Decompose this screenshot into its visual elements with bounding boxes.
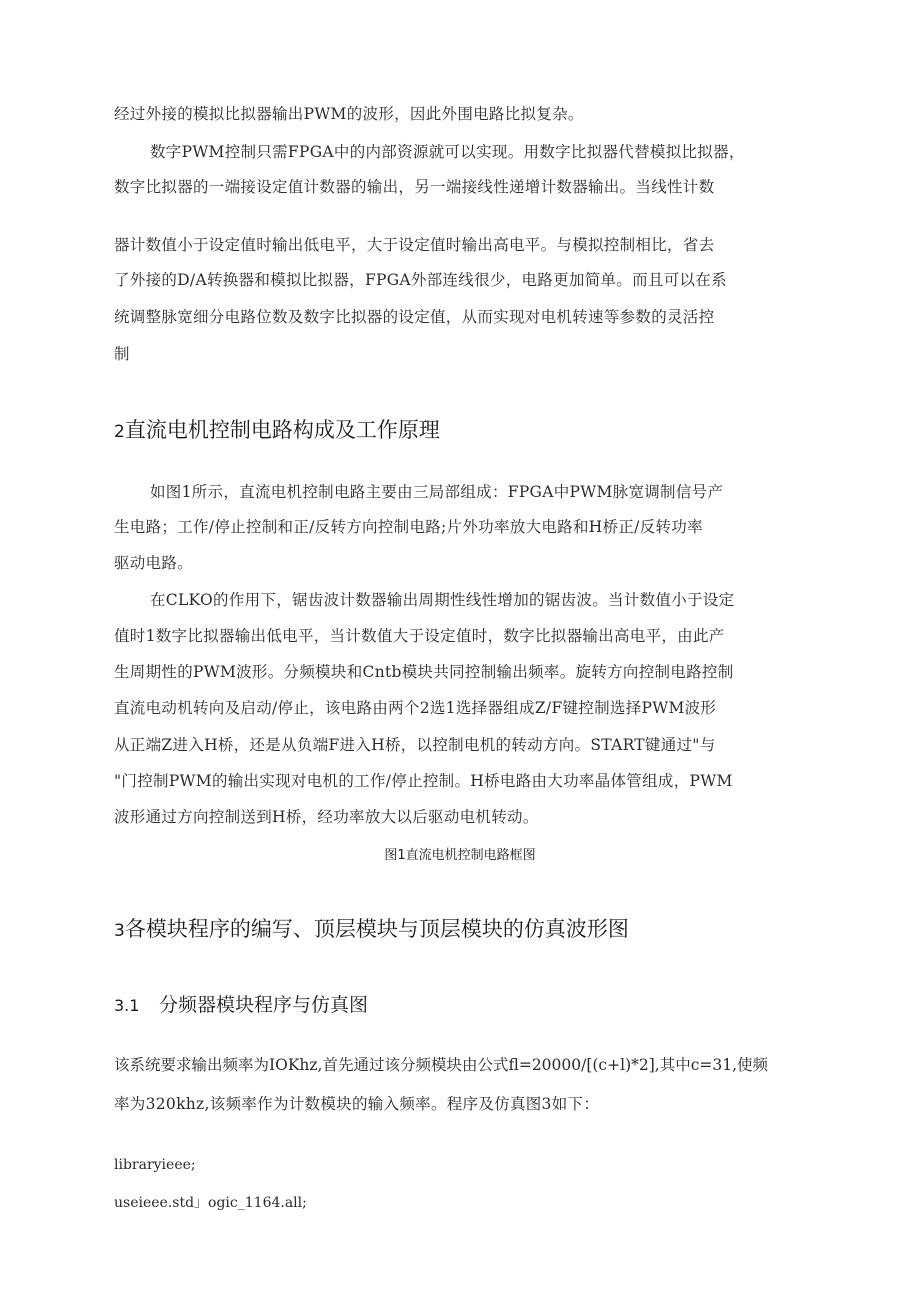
figure-caption: 图1直流电机控制电路框图 (384, 848, 536, 863)
paragraph-line: 数字比拟器的一端接设定值计数器的输出，另一端接线性递增计数器输出。当线性计数 (114, 178, 715, 196)
paragraph-line: 驱动电路。 (114, 554, 194, 572)
section-heading-3 (114, 915, 629, 945)
code-line: useieee.std」ogic_1164.all; (114, 1195, 307, 1211)
paragraph-line: 率为320khz,该频率作为计数模块的输入频率。程序及仿真图3如下： (114, 1095, 600, 1113)
section-title: 各模块程序的编写、顶层模块与顶层模块的仿真波形图 (124, 917, 629, 941)
paragraph-line: 值时1数字比拟器输出低电平，当计数值大于设定值时，数字比拟器输出高电平，由此产 (114, 627, 725, 645)
section-title: 直流电机控制电路构成及工作原理 (124, 418, 440, 442)
paragraph-line: 经过外接的模拟比拟器输出PWM的波形，因此外围电路比拟复杂。 (114, 105, 584, 123)
section-heading-2 (114, 416, 440, 446)
paragraph-line: 如图1所示，直流电机控制电路主要由三局部组成：FPGA中PWM脉宽调制信号产 (150, 483, 724, 501)
code-line: libraryieee; (114, 1157, 196, 1173)
paragraph-line: "门控制PWM的输出实现对电机的工作/停止控制。H桥电路由大功率晶体管组成，PWM (114, 772, 733, 790)
paragraph-line: 该系统要求输出频率为IOKhz,首先通过该分频模块由公式fl=20000/[(c+l)*2],其中c=31,使频 (114, 1056, 769, 1074)
subsection-title: 分频器模块程序与仿真图 (159, 994, 369, 1016)
subsection-number: 3.1 (114, 996, 140, 1015)
section-number: 2 (114, 422, 125, 442)
paragraph-line: 生周期性的PWM波形。分频模块和Cntb模块共同控制输出频率。旋转方向控制电路控制 (114, 663, 734, 681)
paragraph-line: 数字PWM控制只需FPGA中的内部资源就可以实现。用数字比拟器代替模拟比拟器， (150, 143, 745, 161)
paragraph-line: 器计数值小于设定值时输出低电平，大于设定值时输出高电平。与模拟控制相比，省去 (114, 236, 715, 254)
paragraph-line: 了外接的D/A转换器和模拟比拟器，FPGA外部连线很少，电路更加简单。而且可以在系 (114, 271, 727, 289)
paragraph-line: 制 (114, 345, 130, 363)
paragraph-line: 波形通过方向控制送到H桥，经功率放大以后驱动电机转动。 (114, 808, 539, 826)
section-number: 3 (114, 921, 125, 941)
paragraph-line: 直流电动机转向及启动/停止，该电路由两个2选1选择器组成Z/F键控制选择PWM波形 (114, 699, 717, 717)
paragraph-line: 统调整脉宽细分电路位数及数字比拟器的设定值，从而实现对电机转速等参数的灵活控 (114, 308, 715, 326)
paragraph-line: 生电路；工作/停止控制和正/反转方向控制电路;片外功率放大电路和H桥正/反转功率 (114, 518, 703, 536)
paragraph-line: 从正端Z进入H桥，还是从负端F进入H桥，以控制电机的转动方向。START键通过"与 (114, 736, 716, 754)
subsection-heading-3-1 (114, 992, 368, 1019)
paragraph-line: 在CLKO的作用下，锯齿波计数器输出周期性线性增加的锯齿波。当计数值小于设定 (150, 591, 735, 609)
